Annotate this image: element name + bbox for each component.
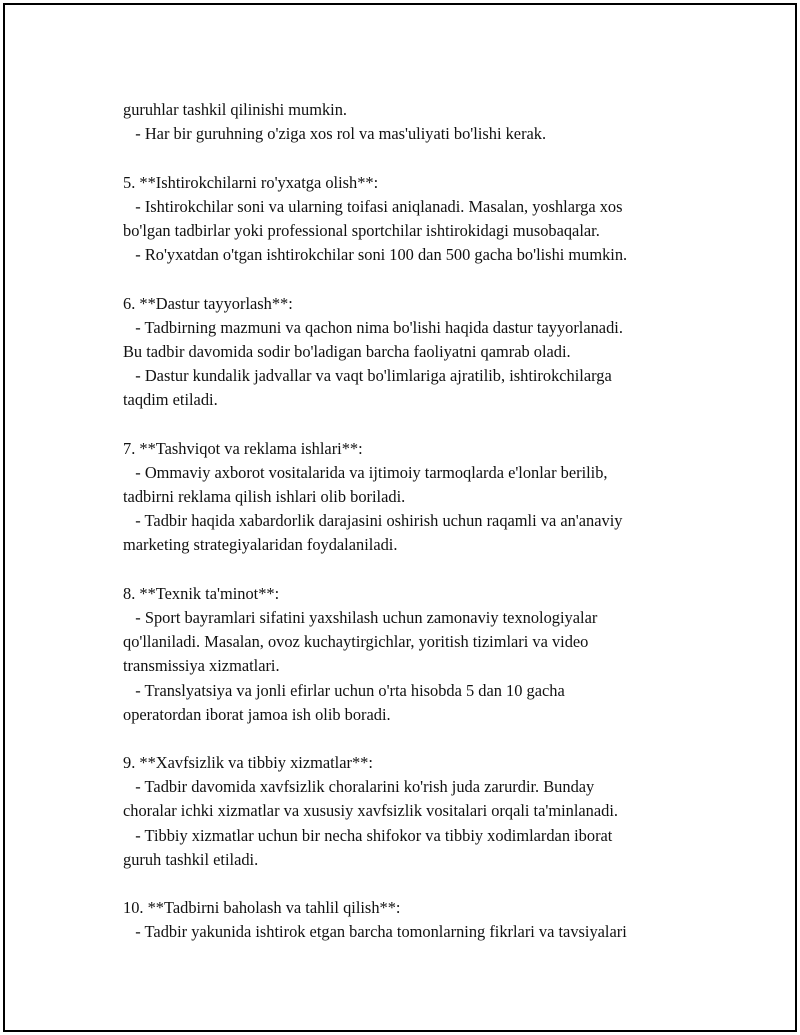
list-item: - Har bir guruhning o'ziga xos rol va mas'uliyati bo'lishi kerak. bbox=[123, 124, 547, 144]
list-item: - Ro'yxatdan o'tgan ishtirokchilar soni 100 dan 500 gacha bo'lishi mumkin. bbox=[123, 245, 628, 265]
section-heading-7: 7. **Tashviqot va reklama ishlari**: bbox=[123, 438, 363, 458]
section-heading-5: 5. **Ishtirokchilarni ro'yxatga olish**: bbox=[123, 172, 379, 192]
text-line: operatordan iborat jamoa ish olib boradi. bbox=[123, 704, 391, 724]
list-item: - Tadbir davomida xavfsizlik choralarini ko'rish juda zarurdir. Bunday bbox=[123, 777, 595, 797]
blank-line bbox=[123, 146, 723, 170]
text-line: choralar ichki xizmatlar va xususiy xavfsizlik vositalari orqali ta'minlanadi. bbox=[123, 801, 618, 821]
section-heading-8: 8. **Texnik ta'minot**: bbox=[123, 583, 280, 603]
list-item: - Tadbirning mazmuni va qachon nima bo'lishi haqida dastur tayyorlanadi. bbox=[123, 317, 623, 337]
text-line: qo'llaniladi. Masalan, ovoz kuchaytirgichlar, yoritish tizimlari va video bbox=[123, 632, 589, 652]
text-line: Bu tadbir davomida sodir bo'ladigan barcha faoliyatni qamrab oladi. bbox=[123, 341, 571, 361]
section-heading-10: 10. **Tadbirni baholash va tahlil qilish**: bbox=[123, 898, 401, 918]
document-page bbox=[3, 3, 797, 1032]
section-heading-9: 9. **Xavfsizlik va tibbiy xizmatlar**: bbox=[123, 753, 373, 773]
text-line: guruhlar tashkil qilinishi mumkin. bbox=[123, 100, 347, 119]
list-item: - Tibbiy xizmatlar uchun bir necha shifokor va tibbiy xodimlardan iborat bbox=[123, 825, 613, 845]
section-heading-6: 6. **Dastur tayyorlash**: bbox=[123, 293, 293, 313]
text-line: guruh tashkil etiladi. bbox=[123, 849, 259, 869]
text-line: transmissiya xizmatlari. bbox=[123, 656, 280, 676]
list-item: - Sport bayramlari sifatini yaxshilash uchun zamonaviy texnologiyalar bbox=[123, 607, 598, 627]
document-body bbox=[123, 98, 723, 945]
text-line: tadbirni reklama qilish ishlari olib boriladi. bbox=[123, 487, 406, 506]
text-line: marketing strategiyalaridan foydalaniladi. bbox=[123, 535, 398, 555]
blank-line bbox=[123, 872, 723, 896]
list-item: - Dastur kundalik jadvallar va vaqt bo'limlariga ajratilib, ishtirokchilarga bbox=[123, 366, 612, 386]
list-item: - Ommaviy axborot vositalarida va ijtimoiy tarmoqlarda e'lonlar berilib, bbox=[123, 462, 608, 482]
blank-line bbox=[123, 267, 723, 291]
text-line: bo'lgan tadbirlar yoki professional sportchilar ishtirokidagi musobaqalar. bbox=[123, 220, 600, 240]
text-line: taqdim etiladi. bbox=[123, 390, 218, 410]
list-item: - Translyatsiya va jonli efirlar uchun o'rta hisobda 5 dan 10 gacha bbox=[123, 680, 565, 700]
blank-line bbox=[123, 412, 723, 436]
list-item: - Tadbir yakunida ishtirok etgan barcha tomonlarning fikrlari va tavsiyalari bbox=[123, 922, 627, 942]
blank-line bbox=[123, 727, 723, 751]
list-item: - Tadbir haqida xabardorlik darajasini oshirish uchun raqamli va an'anaviy bbox=[123, 511, 623, 531]
list-item: - Ishtirokchilar soni va ularning toifasi aniqlanadi. Masalan, yoshlarga xos bbox=[123, 196, 623, 216]
blank-line bbox=[123, 558, 723, 582]
